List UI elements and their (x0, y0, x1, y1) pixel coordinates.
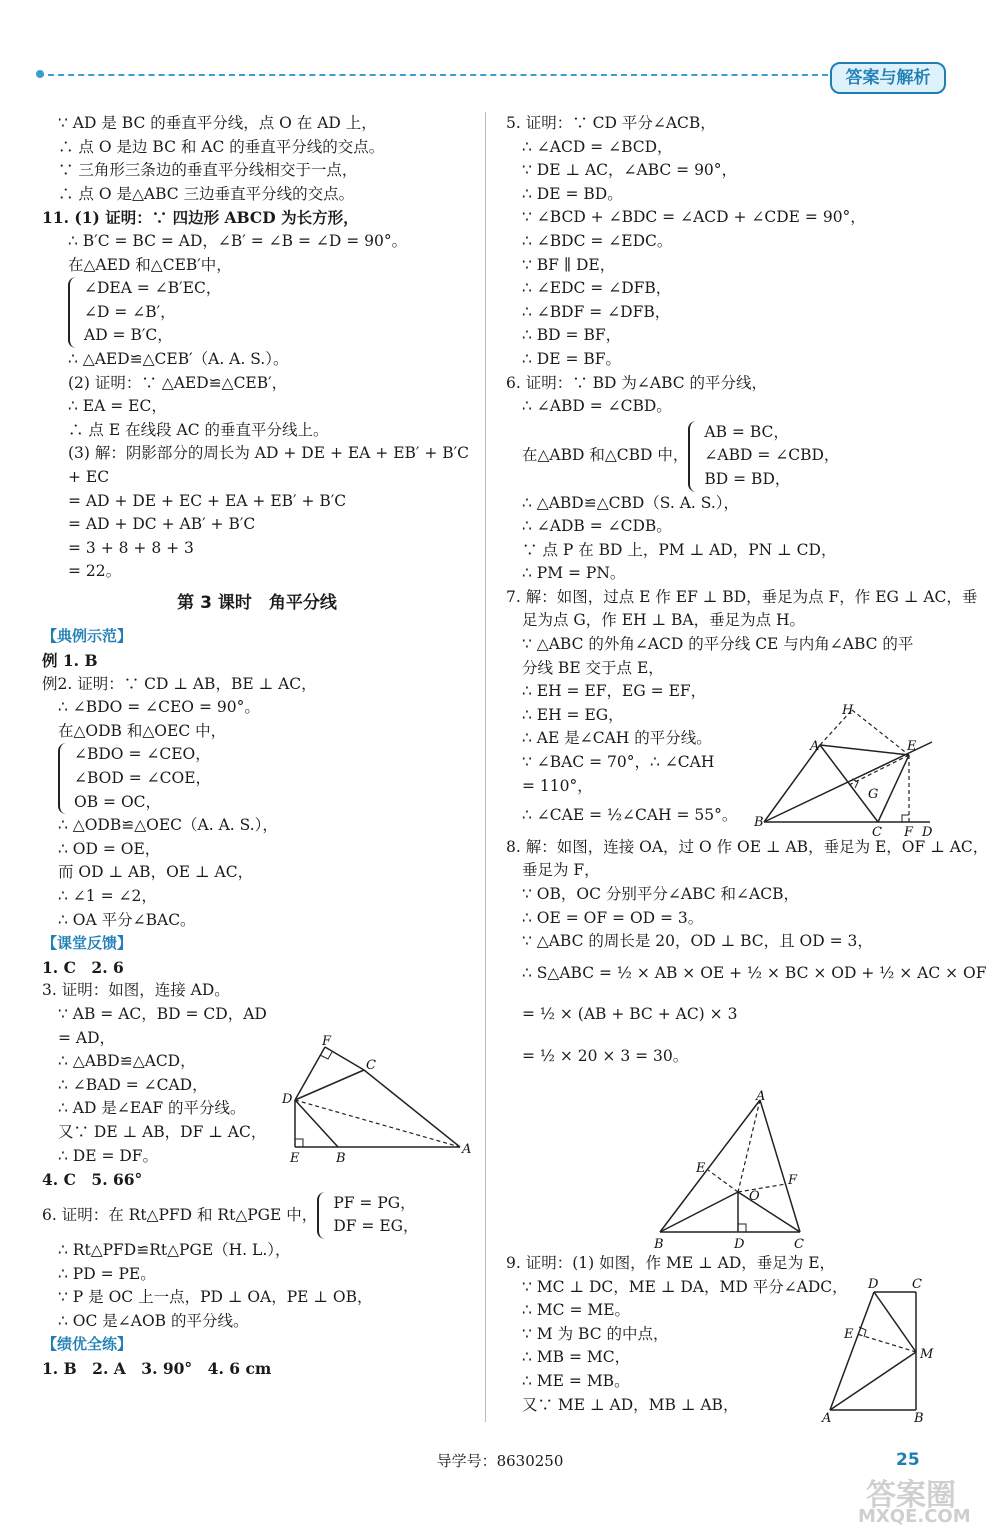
text-line: ∴ PM = PN。 (522, 564, 626, 583)
text-line: ∵ ∠BAC = 70°，∴ ∠CAH (522, 753, 715, 772)
text-line: ∴ EH = EF，EG = EF， (522, 682, 707, 701)
text-line: 8. 解：如图，连接 OA，过 O 作 OE ⊥ AB，垂足为 E，OF ⊥ AC， (506, 837, 989, 856)
figure-q9 (816, 1272, 936, 1428)
figure-q8 (650, 1088, 810, 1257)
q10-tail (42, 112, 472, 206)
left-column (42, 112, 472, 1380)
text-line: ∴ ∠EDC = ∠DFB， (522, 279, 672, 298)
kt6-brace-system (317, 1192, 418, 1239)
text-line: 9. 证明：(1) 如图，作 ME ⊥ AD，垂足为 E， (506, 1254, 836, 1272)
text-line: ∴ EH = EG， (522, 705, 624, 724)
fig-label: A (810, 739, 820, 754)
fig-label: A (756, 1089, 766, 1104)
section-heading: 【绩优全练】 (42, 1335, 133, 1354)
fig-label: B (914, 1411, 924, 1424)
text-line: ∵ AB = AC，BD = CD，AD (58, 1004, 267, 1023)
brace-mark (58, 743, 72, 814)
text-line: ∴ MC = ME。 (522, 1301, 631, 1320)
text-line: ∴ 点 O 是边 BC 和 AC 的垂直平分线的交点。 (58, 137, 385, 156)
text-line: ∴ S△ABC = ½ × AB × OE + ½ × BC × OD + ½ × AC × OF (522, 963, 987, 982)
text-line: OB = OC， (74, 792, 162, 811)
text-line: ∴ OC 是∠AOB 的平分线。 (58, 1311, 249, 1330)
text-line: ∴ ∠CAE = ½∠CAH = 55°。 (522, 806, 738, 825)
right-column (506, 112, 989, 1069)
text-line: = AD， (58, 1028, 116, 1047)
fig-label: O (749, 1189, 760, 1204)
fig-label: F (788, 1173, 798, 1188)
text-line: = AD + DC + AB′ + B′C (68, 515, 256, 534)
text-line: ∴ ∠BDF = ∠DFB， (522, 302, 671, 321)
text-line: ∵ ∠BCD + ∠BDC = ∠ACD + ∠CDE = 90°， (522, 208, 866, 227)
fig-label: F (904, 825, 914, 840)
text-line: = 22。 (68, 562, 122, 581)
kt6-head (42, 1192, 472, 1239)
text-line: + EC (68, 467, 110, 486)
text-line: ∴ DE = BF。 (522, 349, 622, 368)
text-line: (2) 证明：∵ △AED≌△CEB′， (68, 373, 288, 392)
q11-head: 11. (1) 证明：∵ 四边形 ABCD 为长方形， (42, 208, 359, 228)
text-line: 而 OD ⊥ AB，OE ⊥ AC， (58, 863, 254, 882)
text-line: ∵ 点 P 在 BD 上，PM ⊥ AD，PN ⊥ CD， (522, 540, 837, 559)
text-line: ∵ OB，OC 分别平分∠ABC 和∠ACB， (522, 885, 799, 903)
q9-block (506, 1252, 848, 1417)
text-line: 6. 证明：∵ BD 为∠ABC 的平分线， (506, 373, 768, 392)
text-line: ∵ △ABC 的周长是 20，OD ⊥ BC，且 OD = 3， (522, 932, 873, 951)
text-line: AD = B′C， (84, 326, 173, 345)
brace-mark (688, 421, 702, 492)
fig-label: D (282, 1092, 293, 1107)
text-line: 5. 证明：∵ CD 平分∠ACB， (506, 114, 716, 132)
text-line: = ½ × 20 × 3 = 30。 (522, 1046, 689, 1065)
text-line: (3) 解：阴影部分的周长为 AD + DE + EA + EB′ + B′C (68, 444, 470, 463)
text-line: 1. C 2. 6 (42, 957, 124, 977)
header-dashed-line (38, 74, 828, 76)
section-heading: 【课堂反馈】 (42, 934, 133, 953)
text-line: ∴ ∠ABD = ∠CBD。 (522, 397, 672, 416)
text-line: 足为点 G，作 EH ⊥ BA，垂足为点 H。 (522, 611, 806, 630)
text-line: = 110°， (522, 776, 593, 795)
fig-label: D (734, 1237, 745, 1252)
text-line: ∠BOD = ∠COE， (74, 769, 212, 788)
text-line: ∵ M 为 BC 的中点， (522, 1324, 669, 1343)
text-line: 例2. 证明：∵ CD ⊥ AB，BE ⊥ AC， (42, 674, 317, 693)
fig-label: B (754, 815, 764, 830)
fig-label: D (922, 825, 933, 840)
text-line: ∠DEA = ∠B′EC， (84, 279, 222, 298)
fig-label: C (912, 1277, 922, 1292)
fig-label: A (462, 1142, 472, 1157)
text-line: 又∵ DE ⊥ AB，DF ⊥ AC， (58, 1122, 267, 1141)
text-line: ∴ ∠ACD = ∠BCD， (522, 137, 673, 156)
text-line: 例 1. B (42, 651, 98, 671)
text-line: ∴ MB = MC， (522, 1348, 631, 1367)
watermark-logo (858, 1470, 978, 1530)
fig-label: B (654, 1237, 664, 1252)
text-line: AB = BC， (704, 422, 789, 441)
text-line: ∠D = ∠B′， (84, 302, 176, 321)
fig-label: B (336, 1151, 346, 1165)
text-line: 4. C 5. 66° (42, 1170, 143, 1190)
page-number: 25 (896, 1450, 920, 1470)
text-line: ∴ ∠BDO = ∠CEO = 90°。 (58, 698, 260, 717)
fig-label: H (842, 703, 854, 718)
text-line: ∠BDO = ∠CEO， (74, 745, 211, 764)
fig-label: F (322, 1035, 332, 1049)
text-line: ∴ ∠BAD = ∠CAD， (58, 1075, 208, 1094)
text-line: 在△ODB 和△OEC 中， (58, 721, 227, 740)
text-line: ∴ ∠BDC = ∠EDC。 (522, 231, 673, 250)
figure-triangle-ead (280, 1035, 475, 1169)
text-line: ∴ OA 平分∠BAC。 (58, 910, 196, 929)
text-line: ∴ DE = DF。 (58, 1146, 159, 1165)
text-line: ∴ △ODB≌△OEC（A. A. S.）， (58, 816, 278, 835)
q11-body (42, 230, 472, 584)
text-line: ∴ AE 是∠CAH 的平分线。 (522, 729, 712, 748)
text-line: ∴ B′C = BC = AD，∠B′ = ∠B = ∠D = 90°。 (68, 231, 408, 250)
text-line: 又∵ ME ⊥ AD，MB ⊥ AB， (522, 1395, 739, 1414)
fig-label: E (844, 1327, 854, 1342)
watermark-top: 答案圈 (866, 1478, 956, 1513)
fig-label: G (868, 787, 879, 802)
text-line: ∴ BD = BF， (522, 326, 622, 345)
text-line: ∴ EA = EC， (68, 397, 167, 416)
text-line: BD = BD， (704, 469, 791, 488)
text-line: ∴ △AED≌△CEB′（A. A. S.）。 (68, 349, 289, 368)
fig-label: A (822, 1411, 832, 1424)
lesson-title: 第 3 课时 角平分线 (177, 592, 337, 613)
text-line: ∴ 点 E 在线段 AC 的垂直平分线上。 (68, 420, 329, 439)
section-heading: 【典例示范】 (42, 627, 133, 646)
text-line: 在△AED 和△CEB′中， (68, 255, 232, 274)
text-line: 3. 证明：如图，连接 AD。 (42, 981, 230, 1000)
text-line: = 3 + 8 + 8 + 3 (68, 538, 194, 557)
q6-system (522, 421, 946, 492)
text-line: 1. B 2. A 3. 90° 4. 6 cm (42, 1358, 272, 1378)
text-line: ∴ 点 O 是△ABC 三边垂直平分线的交点。 (58, 184, 355, 203)
text-line: 7. 解：如图，过点 E 作 EF ⊥ BD，垂足为点 F，作 EG ⊥ AC，垂 (506, 587, 978, 606)
text-line: ∵ BF ∥ DE， (522, 255, 616, 274)
section-tag: 答案与解析 (830, 62, 946, 94)
text-line: ∴ OE = OF = OD = 3。 (522, 908, 704, 927)
text-line: = ½ × (AB + BC + AC) × 3 (522, 1005, 738, 1024)
brace-mark (317, 1192, 331, 1239)
watermark-bottom: MXQE.COM (858, 1506, 971, 1527)
text-line: 垂足为 F， (522, 861, 600, 880)
fig-label: C (794, 1237, 804, 1252)
text-line: ∴ △ABD≌△ACD， (58, 1052, 196, 1071)
fig-label: E (290, 1151, 300, 1165)
figure-q7 (752, 700, 937, 844)
fig-label: D (868, 1277, 879, 1292)
text-line: 6. 证明：在 Rt△PFD 和 Rt△PGE 中， (42, 1205, 318, 1224)
fig-label: M (920, 1347, 934, 1362)
text-line: ∴ △ABD≌△CBD（S. A. S.）， (522, 493, 740, 512)
text-line: ∵ P 是 OC 上一点，PD ⊥ OA，PE ⊥ OB， (58, 1288, 373, 1307)
text-line: = AD + DE + EC + EA + EB′ + B′C (68, 491, 347, 510)
brace-mark (68, 277, 82, 348)
text-line: PF = PG， (333, 1193, 416, 1212)
text-line: DF = EG， (333, 1217, 419, 1236)
text-line: ∴ PD = PE。 (58, 1264, 156, 1283)
text-line: ∵ 三角形三条边的垂直平分线相交于一点， (58, 161, 358, 180)
ex2-brace-system (58, 743, 472, 814)
text-line: ∵ △ABC 的外角∠ACD 的平分线 CE 与内角∠ABC 的平 (522, 635, 914, 654)
q6-brace-system (688, 421, 839, 492)
text-line: ∴ OD = OE， (58, 839, 161, 858)
q11-brace-system (68, 277, 472, 348)
text-line: ∴ ∠ADB = ∠CDB。 (522, 517, 672, 536)
text-line: ∴ DE = BD。 (522, 184, 623, 203)
text-line: 分线 BE 交于点 E， (522, 658, 664, 677)
text-line: ∴ ∠1 = ∠2， (58, 887, 157, 905)
fig-label: C (366, 1058, 376, 1073)
column-divider (485, 112, 486, 1422)
text-line: ∴ AD 是∠EAF 的平分线。 (58, 1099, 246, 1118)
text-line: ∠ABD = ∠CBD， (704, 446, 840, 465)
text-line: 在△ABD 和△CBD 中， (522, 446, 689, 465)
text-line: ∵ MC ⊥ DC，ME ⊥ DA，MD 平分∠ADC， (522, 1277, 848, 1296)
fig-label: E (907, 739, 917, 754)
text-line: ∵ AD 是 BC 的垂直平分线，点 O 在 AD 上， (58, 114, 377, 132)
text-line: ∴ Rt△PFD≌Rt△PGE（H. L.）， (58, 1240, 291, 1259)
guide-code: 导学号：8630250 (436, 1452, 564, 1470)
text-line: ∴ ME = MB。 (522, 1371, 630, 1390)
text-line: ∵ DE ⊥ AC，∠ABC = 90°， (522, 161, 738, 180)
fig-label: E (696, 1161, 706, 1176)
fig-label: C (872, 825, 882, 840)
